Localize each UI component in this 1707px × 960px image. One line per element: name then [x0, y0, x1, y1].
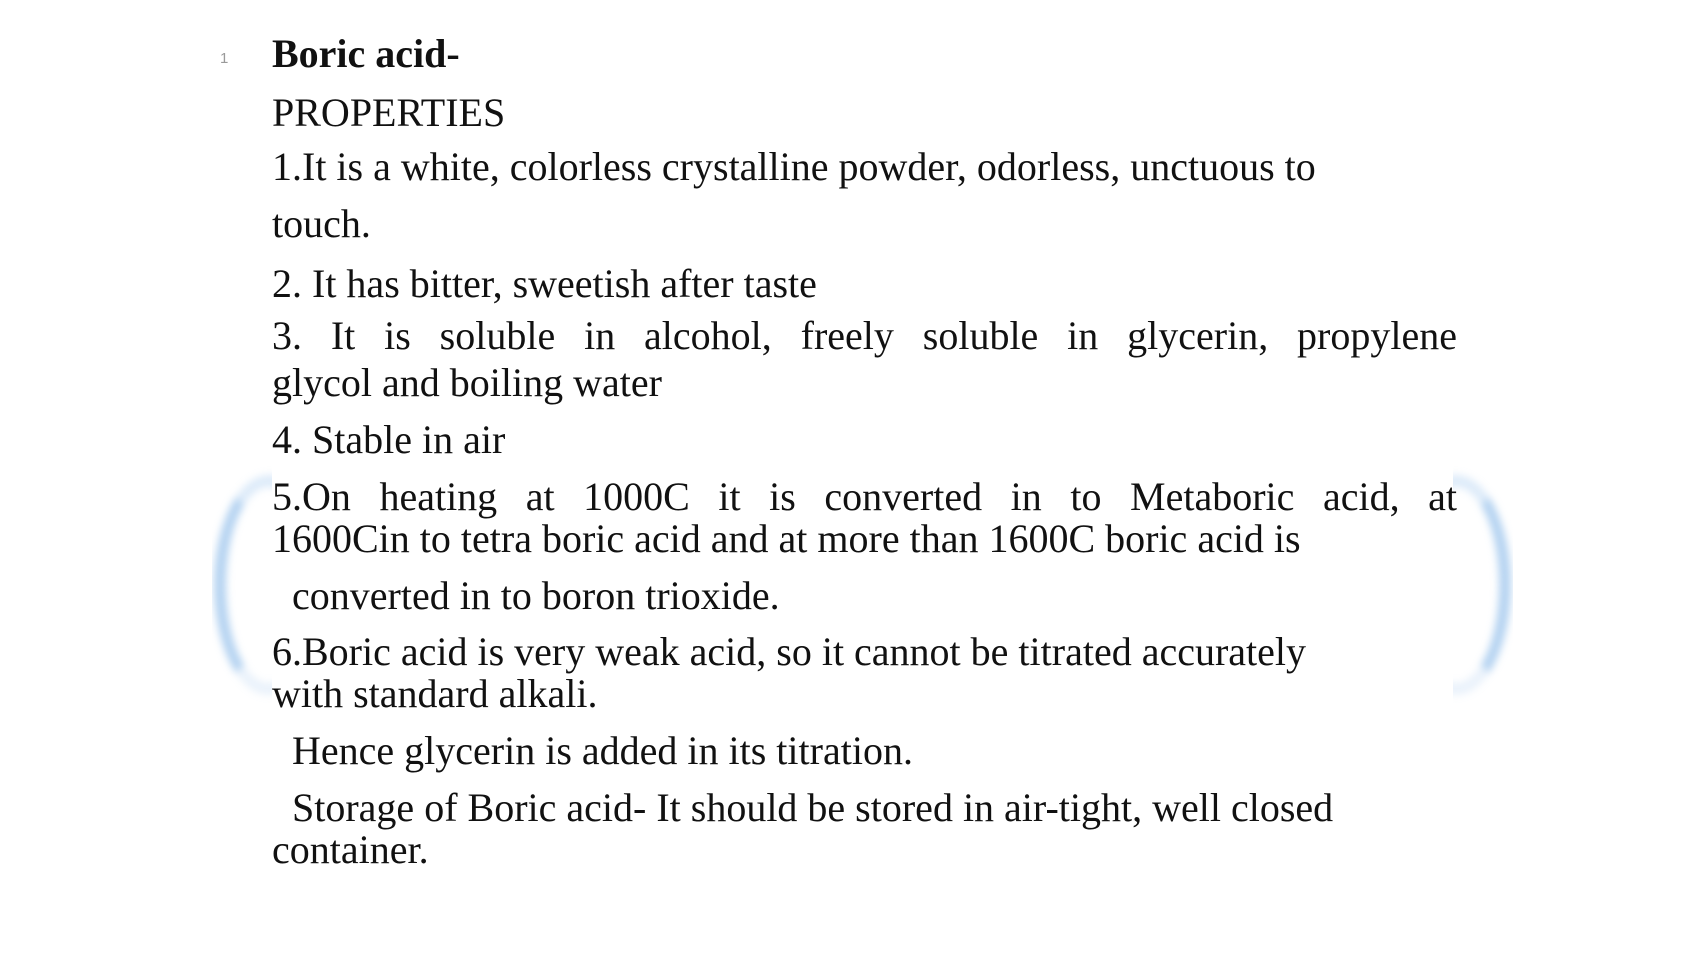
- storage-line: Storage of Boric acid- It should be stored in air-tight, well closed: [292, 785, 1334, 830]
- storage-line-cont: container.: [272, 827, 429, 872]
- property-line-5-cont: 1600Cin to tetra boric acid and at more than 1600C boric acid is: [272, 516, 1301, 561]
- property-line-5-cont-2: converted in to boron trioxide.: [292, 573, 780, 618]
- property-line-1-cont: touch.: [272, 201, 371, 246]
- slide-number: 1: [220, 50, 229, 67]
- property-line-3-cont: glycol and boiling water: [272, 360, 662, 405]
- property-line-1: 1.It is a white, colorless crystalline powder, odorless, unctuous to: [272, 144, 1316, 189]
- slide-title: Boric acid-: [272, 31, 460, 76]
- section-heading: PROPERTIES: [272, 90, 506, 135]
- property-line-6-cont: with standard alkali.: [272, 671, 598, 716]
- property-line-6: 6.Boric acid is very weak acid, so it cannot be titrated accurately: [272, 629, 1307, 674]
- decorative-arc-left: [212, 465, 272, 705]
- property-line-2: 2. It has bitter, sweetish after taste: [272, 261, 817, 306]
- property-line-5: 5.On heating at 1000C it is converted in to Metaboric acid, at: [272, 474, 1457, 519]
- property-line-4: 4. Stable in air: [272, 417, 506, 462]
- property-line-6-cont-2: Hence glycerin is added in its titration.: [292, 728, 913, 773]
- property-line-3: 3. It is soluble in alcohol, freely soluble in glycerin, propylene: [272, 313, 1457, 358]
